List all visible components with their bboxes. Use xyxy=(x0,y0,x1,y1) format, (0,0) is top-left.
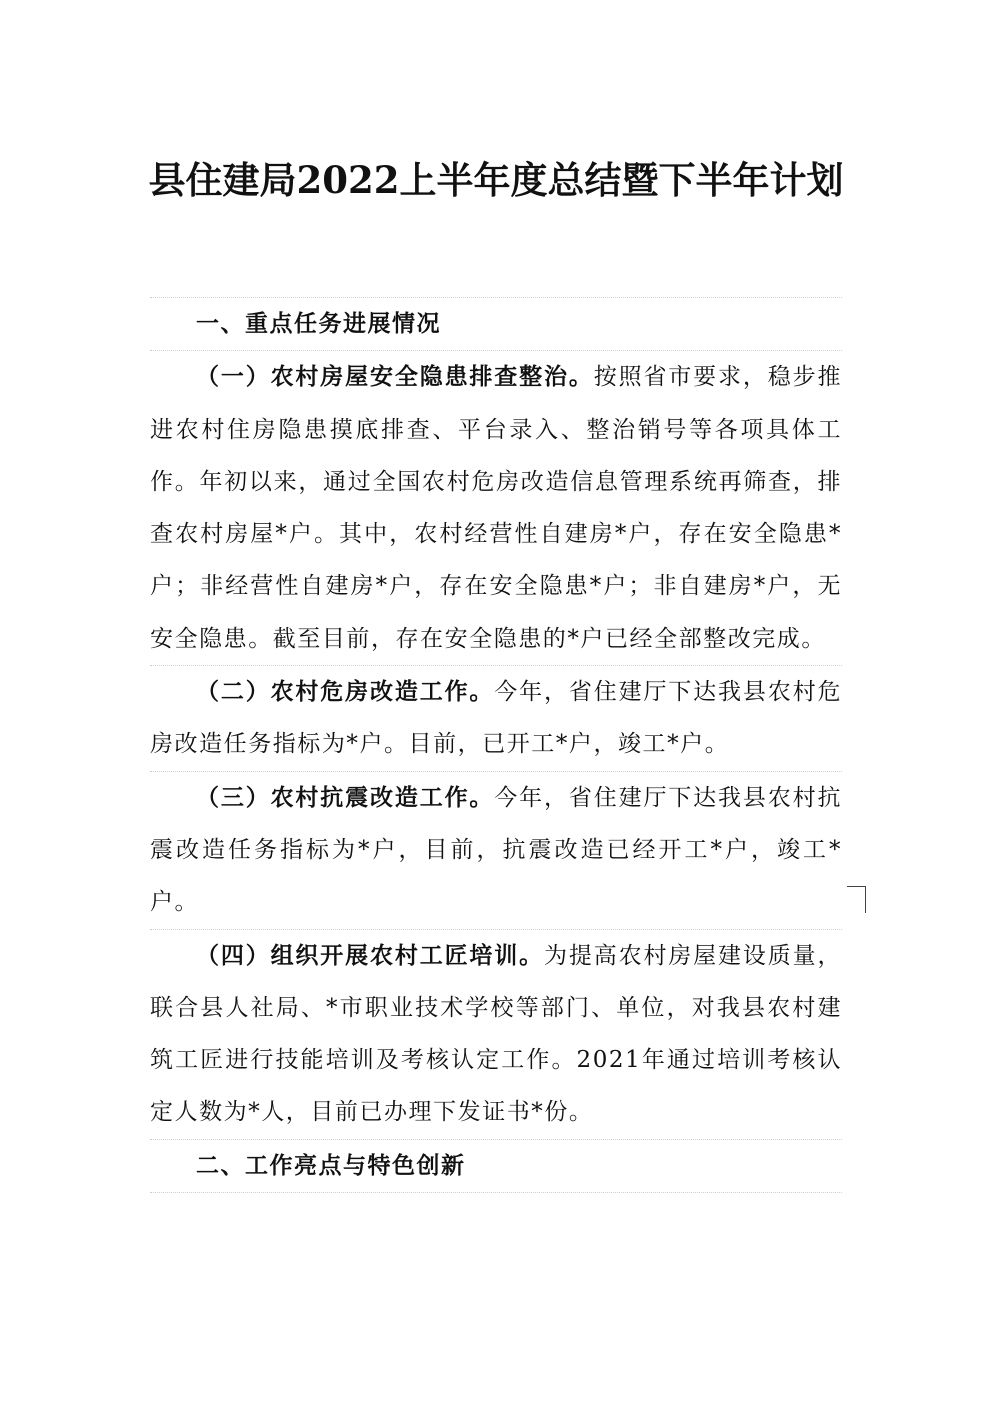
paragraph-2 xyxy=(150,665,842,771)
document-body xyxy=(150,297,842,1193)
section-heading-2: 二、工作亮点与特色创新 xyxy=(150,1139,842,1193)
paragraph-2-text: 今年，省住建厅下达我县农村危房改造任务指标为*户。目前，已开工*户，竣工*户。 xyxy=(150,679,842,758)
paragraph-1-lead: （一）农村房屋安全隐患排查整治。 xyxy=(196,363,594,391)
paragraph-2-lead: （二）农村危房改造工作。 xyxy=(196,678,495,706)
document-title: 县住建局2022上半年度总结暨下半年计划 xyxy=(148,158,844,202)
paragraph-1-text: 按照省市要求，稳步推进农村住房隐患摸底排查、平台录入、整治销号等各项具体工作。年初以来，通过全国农村危房改造信息管理系统再筛查，排查农村房屋*户。其中，农村经营性自建房*户，存在安全隐患*户；非经营性自建房*户，存在安全隐患*户；非自建房*户，无安全隐患。截至目前，存在安全隐患的*户已经全部整改完成。 xyxy=(150,364,843,652)
paragraph-3-text: 今年，省住建厅下达我县农村抗震改造任务指标为*户，目前，抗震改造已经开工*户，竣工*户。 xyxy=(150,784,842,916)
section-heading-1: 一、重点任务进展情况 xyxy=(150,297,842,350)
margin-corner-mark xyxy=(847,886,866,913)
paragraph-4 xyxy=(150,929,842,1139)
paragraph-1 xyxy=(150,350,842,665)
paragraph-3-lead: （三）农村抗震改造工作。 xyxy=(196,783,495,811)
paragraph-3 xyxy=(150,771,842,929)
paragraph-4-lead: （四）组织开展农村工匠培训。 xyxy=(196,941,545,969)
paragraph-4-text: 为提高农村房屋建设质量，联合县人社局、*市职业技术学校等部门、单位，对我县农村建筑工匠进行技能培训及考核认定工作。2021年通过培训考核认定人数为*人，目前已办理下发证书*份。 xyxy=(150,942,842,1126)
